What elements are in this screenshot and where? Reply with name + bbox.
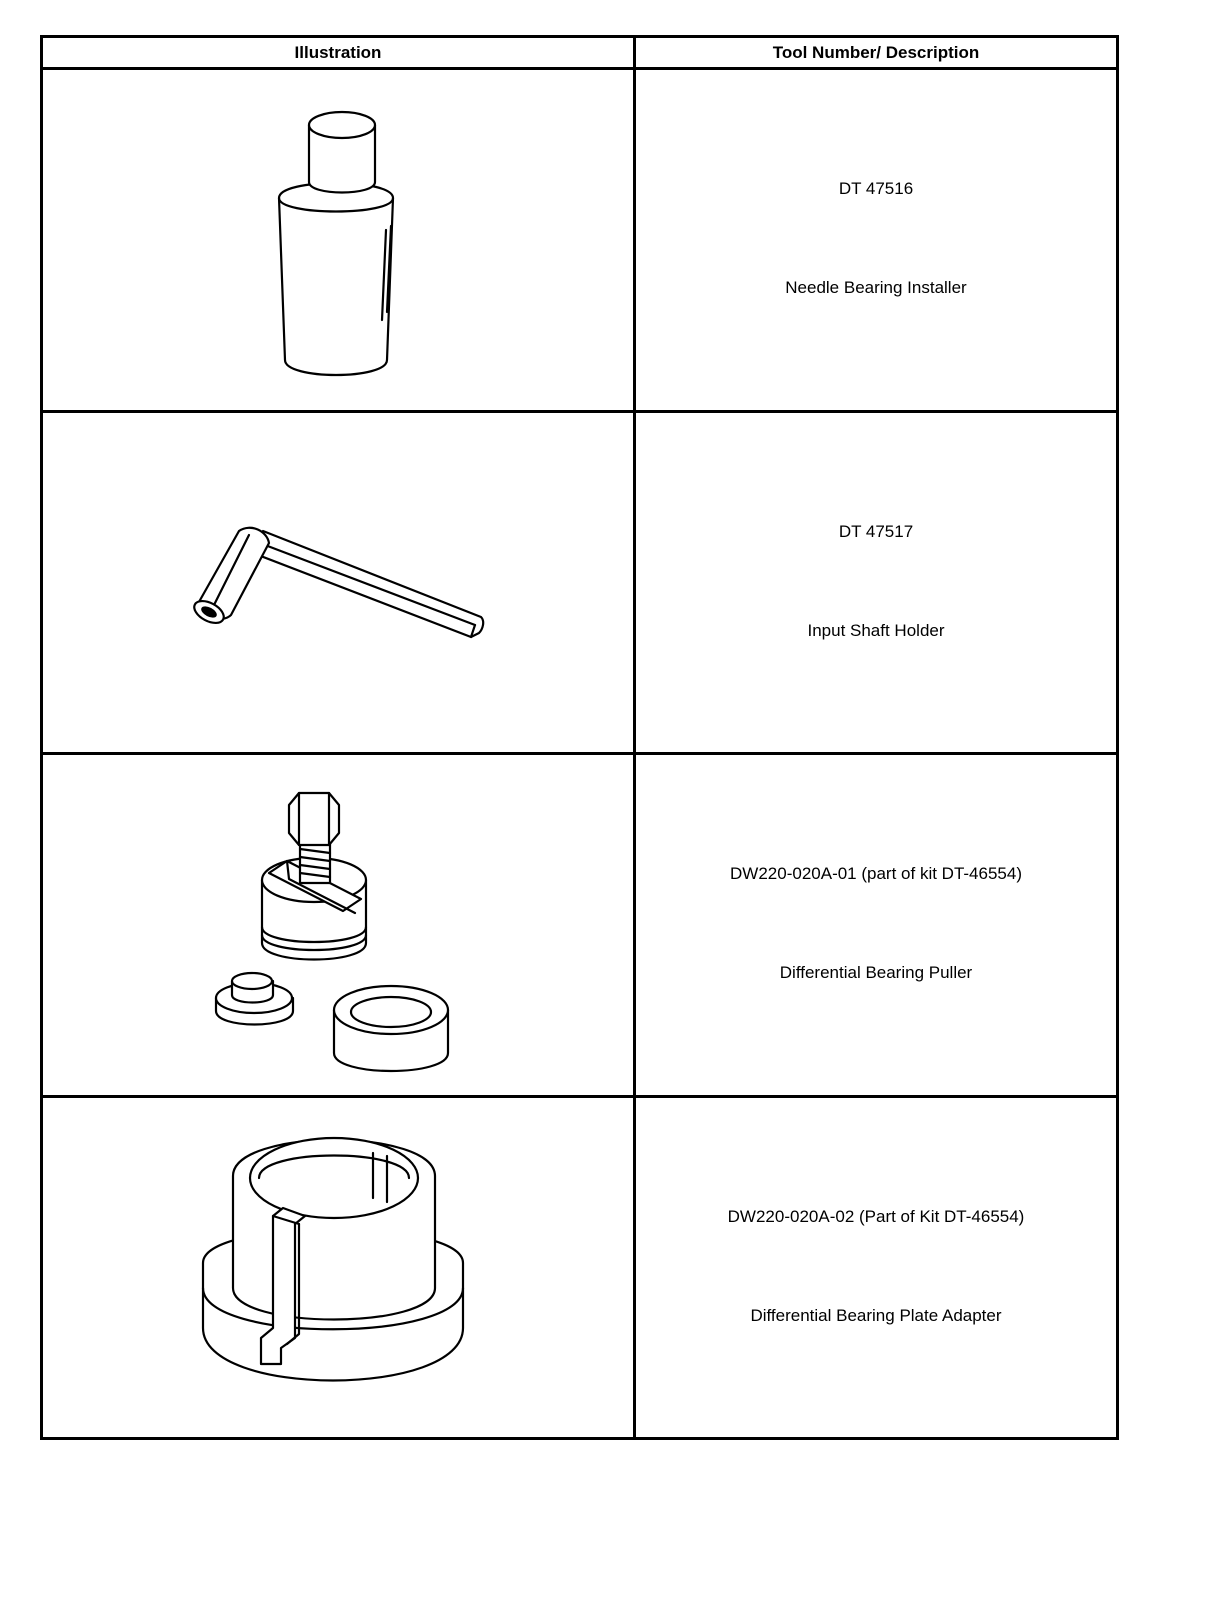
- description-cell: [635, 411, 1118, 754]
- table-row: [42, 754, 1118, 1097]
- table-row: [42, 1096, 1118, 1439]
- description-cell: [635, 69, 1118, 412]
- illustration-cell: [42, 1096, 635, 1439]
- tool-description: Differential Bearing Plate Adapter: [750, 1305, 1002, 1325]
- illustration-cell: [42, 69, 635, 412]
- illustration-column-header: Illustration: [42, 37, 635, 69]
- special-tools-table: [40, 35, 1119, 1440]
- tool-number: DT 47516: [838, 179, 914, 198]
- description-cell: [635, 1096, 1118, 1439]
- illustration-cell: [42, 754, 635, 1097]
- table-header-row: [42, 37, 1118, 69]
- tool-number: DW220-020A-01 (part of kit DT-46554): [730, 864, 1022, 883]
- differential-bearing-plate-adapter-illustration: [43, 1098, 636, 1437]
- tool-number: DW220-020A-02 (Part of Kit DT-46554): [727, 1206, 1025, 1226]
- needle-bearing-installer-illustration: [43, 70, 636, 409]
- differential-bearing-puller-illustration: [43, 755, 636, 1094]
- description-cell: [635, 754, 1118, 1097]
- tool-number: DT 47517: [838, 521, 914, 541]
- input-shaft-holder-illustration: [43, 413, 636, 752]
- tool-description: Input Shaft Holder: [807, 620, 945, 640]
- table-row: [42, 69, 1118, 412]
- tool-description: Needle Bearing Installer: [785, 278, 967, 297]
- tool-description: Differential Bearing Puller: [779, 963, 973, 982]
- illustration-cell: [42, 411, 635, 754]
- tool-description-column-header: Tool Number/ Description: [635, 37, 1118, 69]
- table-row: [42, 411, 1118, 754]
